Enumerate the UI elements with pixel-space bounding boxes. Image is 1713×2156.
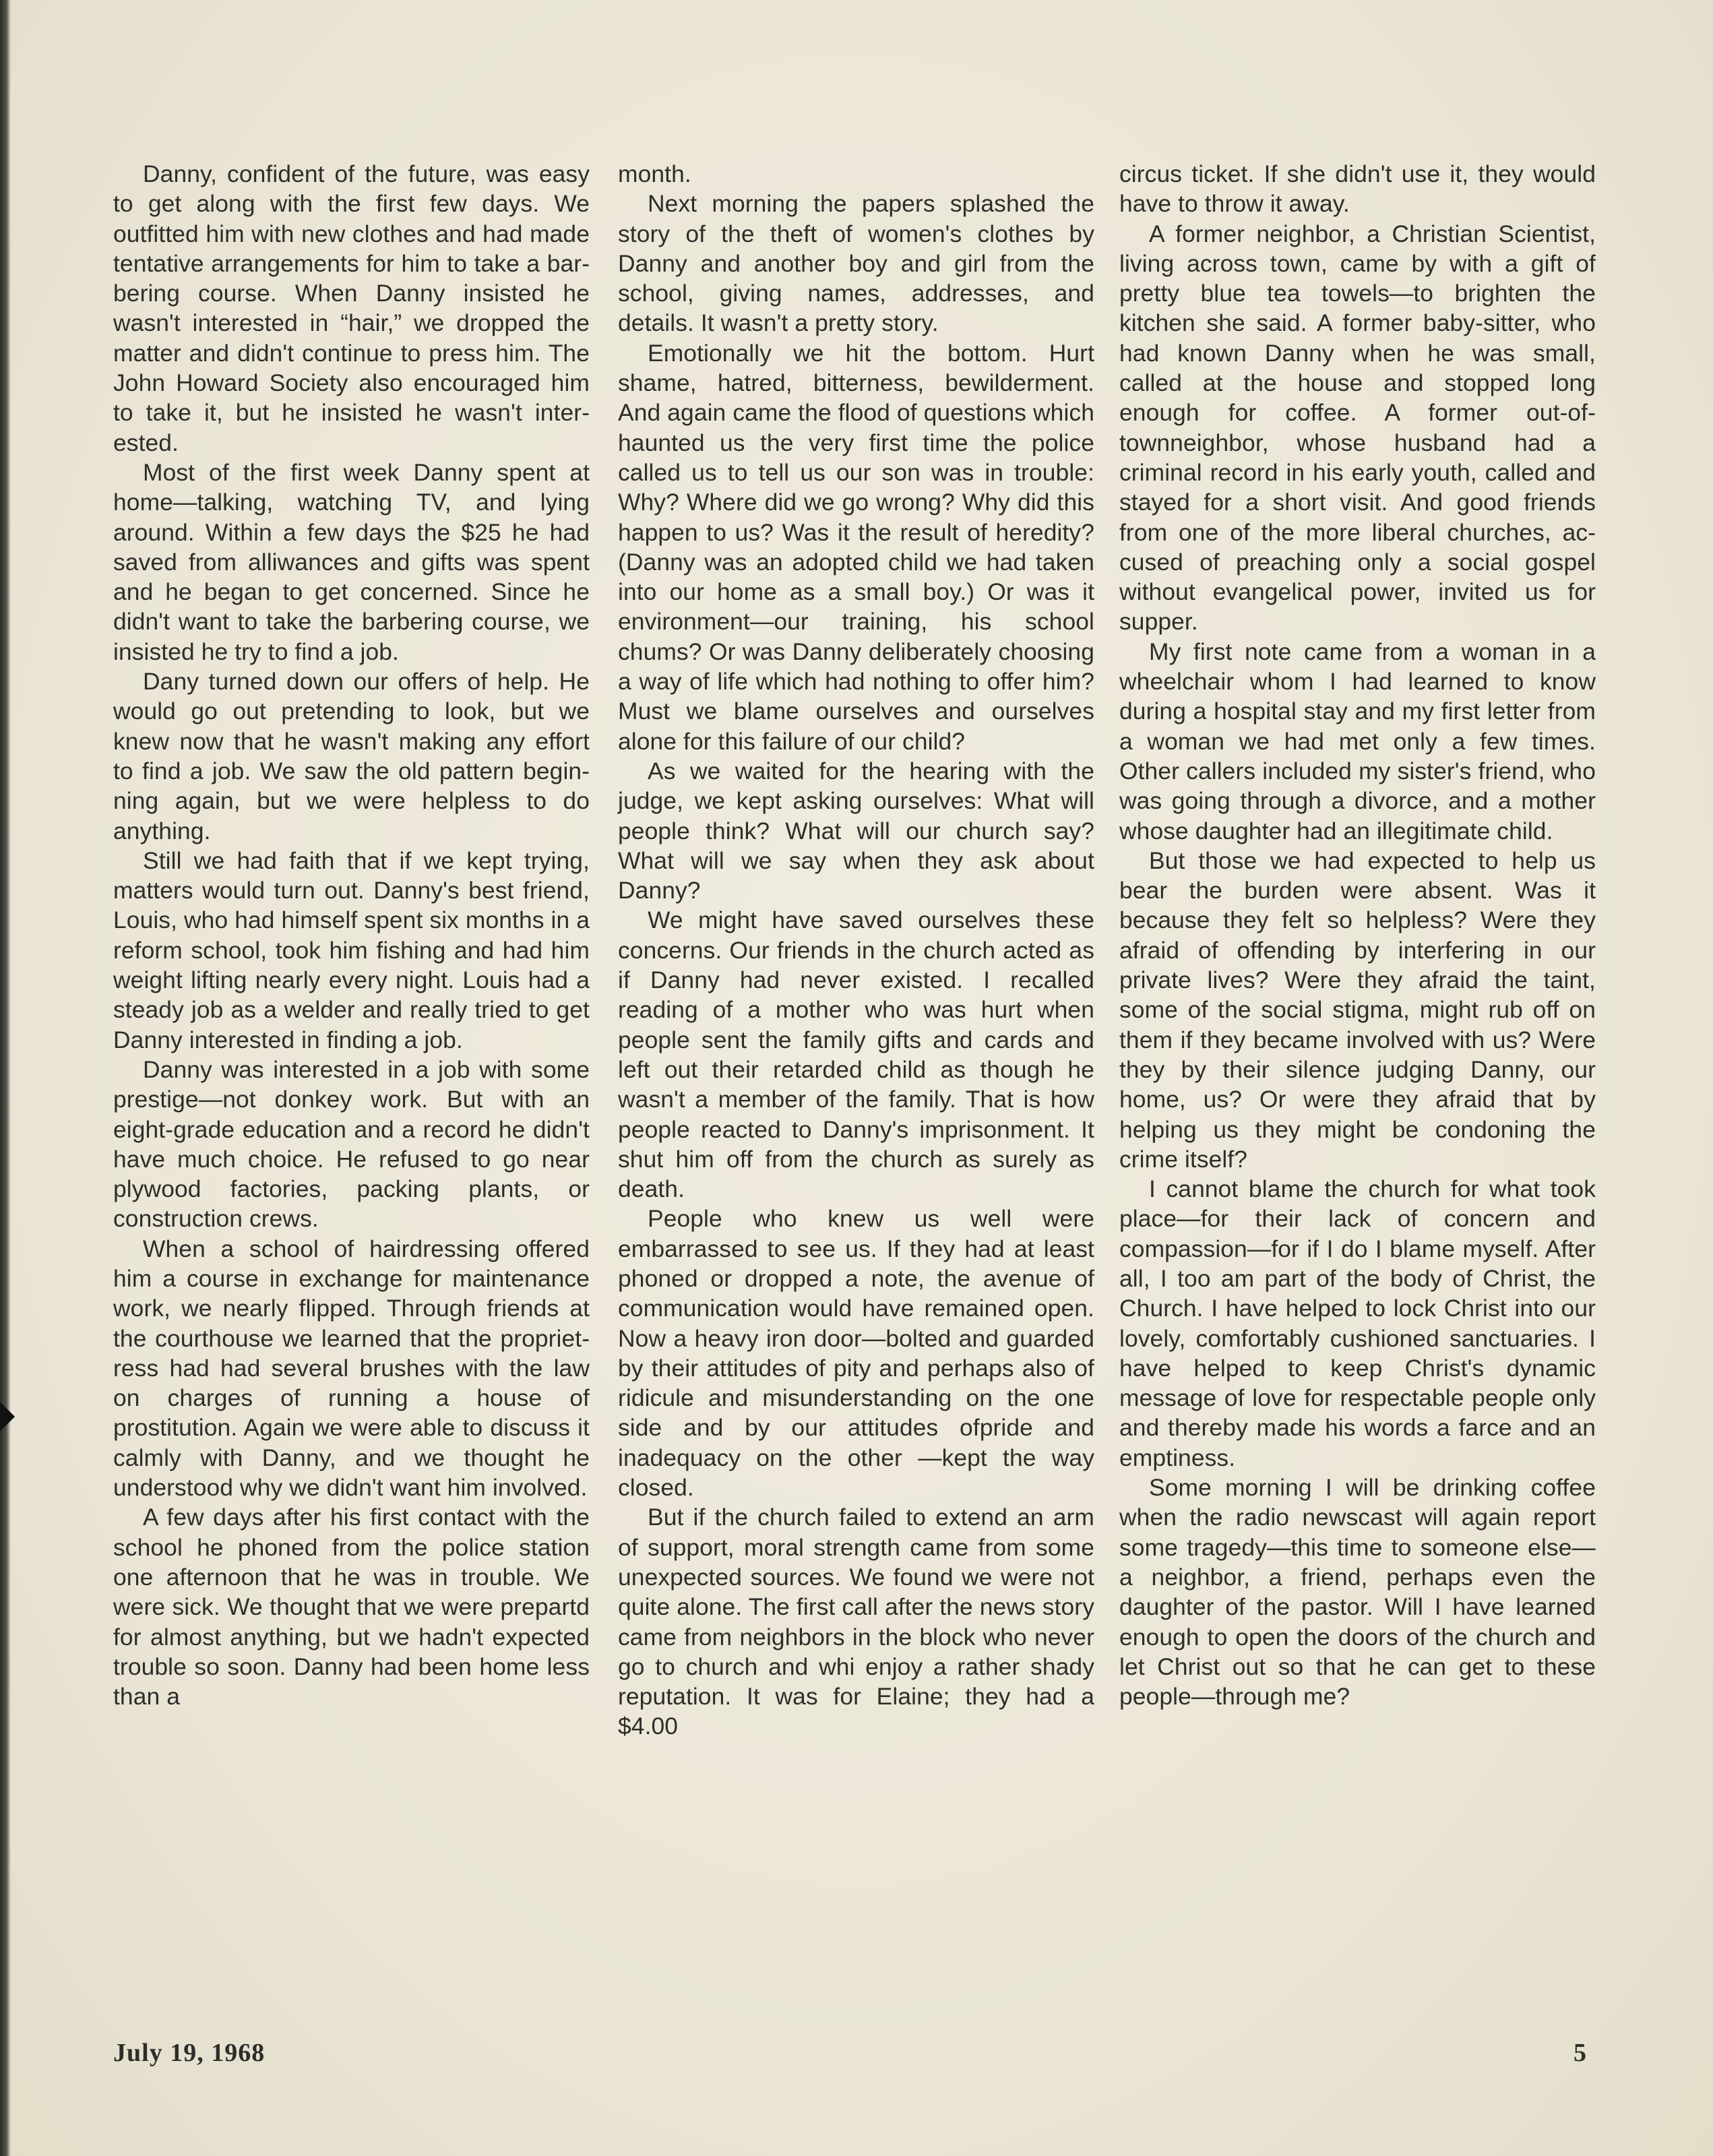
paragraph: A former neighbor, a Christian Scientist, living across town, came by with a gift of pretty blue tea towels—to brighten the kitchen she said. A former baby-sitter, who had known Danny when he was small, called at the house and stopped long enough for coffee. A former out-of-townneighbor, whose husband had a criminal record in his early youth, called and stayed for a short visit. And good friends from one of the more liberal churches, accused of preaching only a social gospel without evangelical power, invited us for supper. [1119,220,1596,636]
paragraph: We might have saved ourselves these concerns. Our friends in the church acted as if Danny had never existed. I recalled reading of a mother who was hurt when people sent the family gifts and cards and left out their retarded child as though he wasn't a member of the family. That is how people reacted to Danny's imprisonment. It shut him off from the church as surely as death. [618,906,1094,1203]
paragraph: Dany turned down our offers of help. He would go out pretending to look, but we knew now that he wasn't making any effort to find a job. We saw the old pattern beginning again, but we were helpless to do anything. [113,668,590,844]
paragraph: My first note came from a woman in a wheelchair whom I had learned to know during a hospital stay and my first letter from a woman we had met only a few times. Other callers included my sister's friend, who was going through a divorce, and a mother whose daughter had an illegitimate child. [1119,638,1596,844]
paragraph: But if the church failed to extend an arm of support, moral strength came from some unexpected sources. We found we were not quite alone. The first call after the news story came from neighbors in the block who never go to church and whi enjoy a rather shady reputation. It was for Elaine; they had a $4.00 [618,1504,1094,1740]
paragraph: Emotionally we hit the bottom. Hurt shame, hatred, bitterness, bewilderment. And again came the flood of questions which haunted us the very first time the police called us to tell us our son was in trouble: Why? Where did we go wrong? Why did this happen to us? Was it the result of heredity? (Danny was an adopted child we had taken into our home as a small boy.) Or was it environment—our training, his school chums? Or was Danny deliberately choosing a way of life which had nothing to offer him? Must we blame ourselves and ourselves alone for this failure of our child? [618,339,1094,755]
binding-edge [0,0,11,2156]
paragraph: As we waited for the hearing with the judge, we kept asking ourselves: What will people think? What will our church say? What will we say when they ask about Danny? [618,757,1094,904]
text-column-3 [1119,159,1596,1711]
paragraph: Next morning the papers splashed the story of the theft of women's clothes by Danny and another boy and girl from the school, giving names, addresses, and details. It wasn't a pretty story. [618,190,1094,337]
issue-date: July 19, 1968 [113,2039,266,2067]
text-column-2 [618,159,1094,1742]
paragraph: Danny, confident of the future, was easy to get along with the first few days. We outfitted him with new clothes and had made tentative arrangements for him to take a barbering course. When Danny insisted he wasn't interested in “hair,” we dropped the matter and didn't continue to press him. The John Howard Society also encouraged him to take it, but he insisted he wasn't interested. [113,160,590,456]
paragraph: I cannot blame the church for what took place—for their lack of concern and compassion—for if I do I blame myself. After all, I too am part of the body of Christ, the Church. I have helped to lock Christ into our lovely, comfortably cushioned sanctuaries. I have helped to keep Christ's dynamic message of love for respectable people only and thereby made his words a farce and an emptiness. [1119,1175,1596,1471]
paragraph: A few days after his first contact with the school he phoned from the police station one afternoon that he was in trouble. We were sick. We thought that we were prepartd for almost anything, but we hadn't expected trouble so soon. Danny had been home less than a [113,1504,590,1711]
paragraph-continuation: circus ticket. If she didn't use it, they would have to throw it away. [1119,160,1596,218]
paragraph: But those we had expected to help us bear the burden were absent. Was it because they felt so helpless? Were they afraid of offending by interfering in our private lives? Were they afraid the taint, some of the social stigma, might rub off on them if they became involved with us? Were they by their silence judging Danny, our home, us? Or were they afraid that by helping us they might be condoning the crime itself? [1119,846,1596,1173]
paragraph: Most of the first week Danny spent at home—talking, watching TV, and lying around. Within a few days the $25 he had saved from alliwances and gifts was spent and he began to get concerned. Since he didn't want to take the barbering course, we insisted he try to find a job. [113,458,590,665]
paragraph-continuation: month. [618,160,691,187]
page-number: 5 [1574,2039,1586,2067]
paragraph: People who knew us well were embarrassed to see us. If they had at least phoned or dropped a note, the avenue of communication would have remained open. Now a heavy iron door—bolted and guarded by their attitudes of pity and perhaps also of ridicule and misunderstanding on the one side and by our attitudes ofpride and inadequacy on the other —kept the way closed. [618,1205,1094,1502]
paragraph: When a school of hairdressing offered him a course in exchange for maintenance work, we nearly flipped. Through friends at the courthouse we learned that the proprietress had had several brushes with the law on charges of running a house of prostitution. Again we were able to discuss it calmly with Danny, and we thought he understood why we didn't want him involved. [113,1235,590,1502]
paragraph: Still we had faith that if we kept trying, matters would turn out. Danny's best friend, Louis, who had himself spent six months in a reform school, took him fishing and had him weight lifting nearly every night. Louis had a steady job as a welder and really tried to get Danny interested in finding a job. [113,846,590,1053]
paragraph: Some morning I will be drinking coffee when the radio newscast will again report some tragedy—this time to someone else—a neighbor, a friend, perhaps even the daughter of the pastor. Will I have learned enough to open the doors of the church and let Christ out so that he can get to these people—through me? [1119,1474,1596,1711]
binding-notch [0,1402,15,1431]
text-column-1 [113,159,590,1711]
paragraph: Danny was interested in a job with some prestige—not donkey work. But with an eight-grade education and a record he didn't have much choice. He refused to go near plywood factories, packing plants, or construction crews. [113,1055,590,1233]
